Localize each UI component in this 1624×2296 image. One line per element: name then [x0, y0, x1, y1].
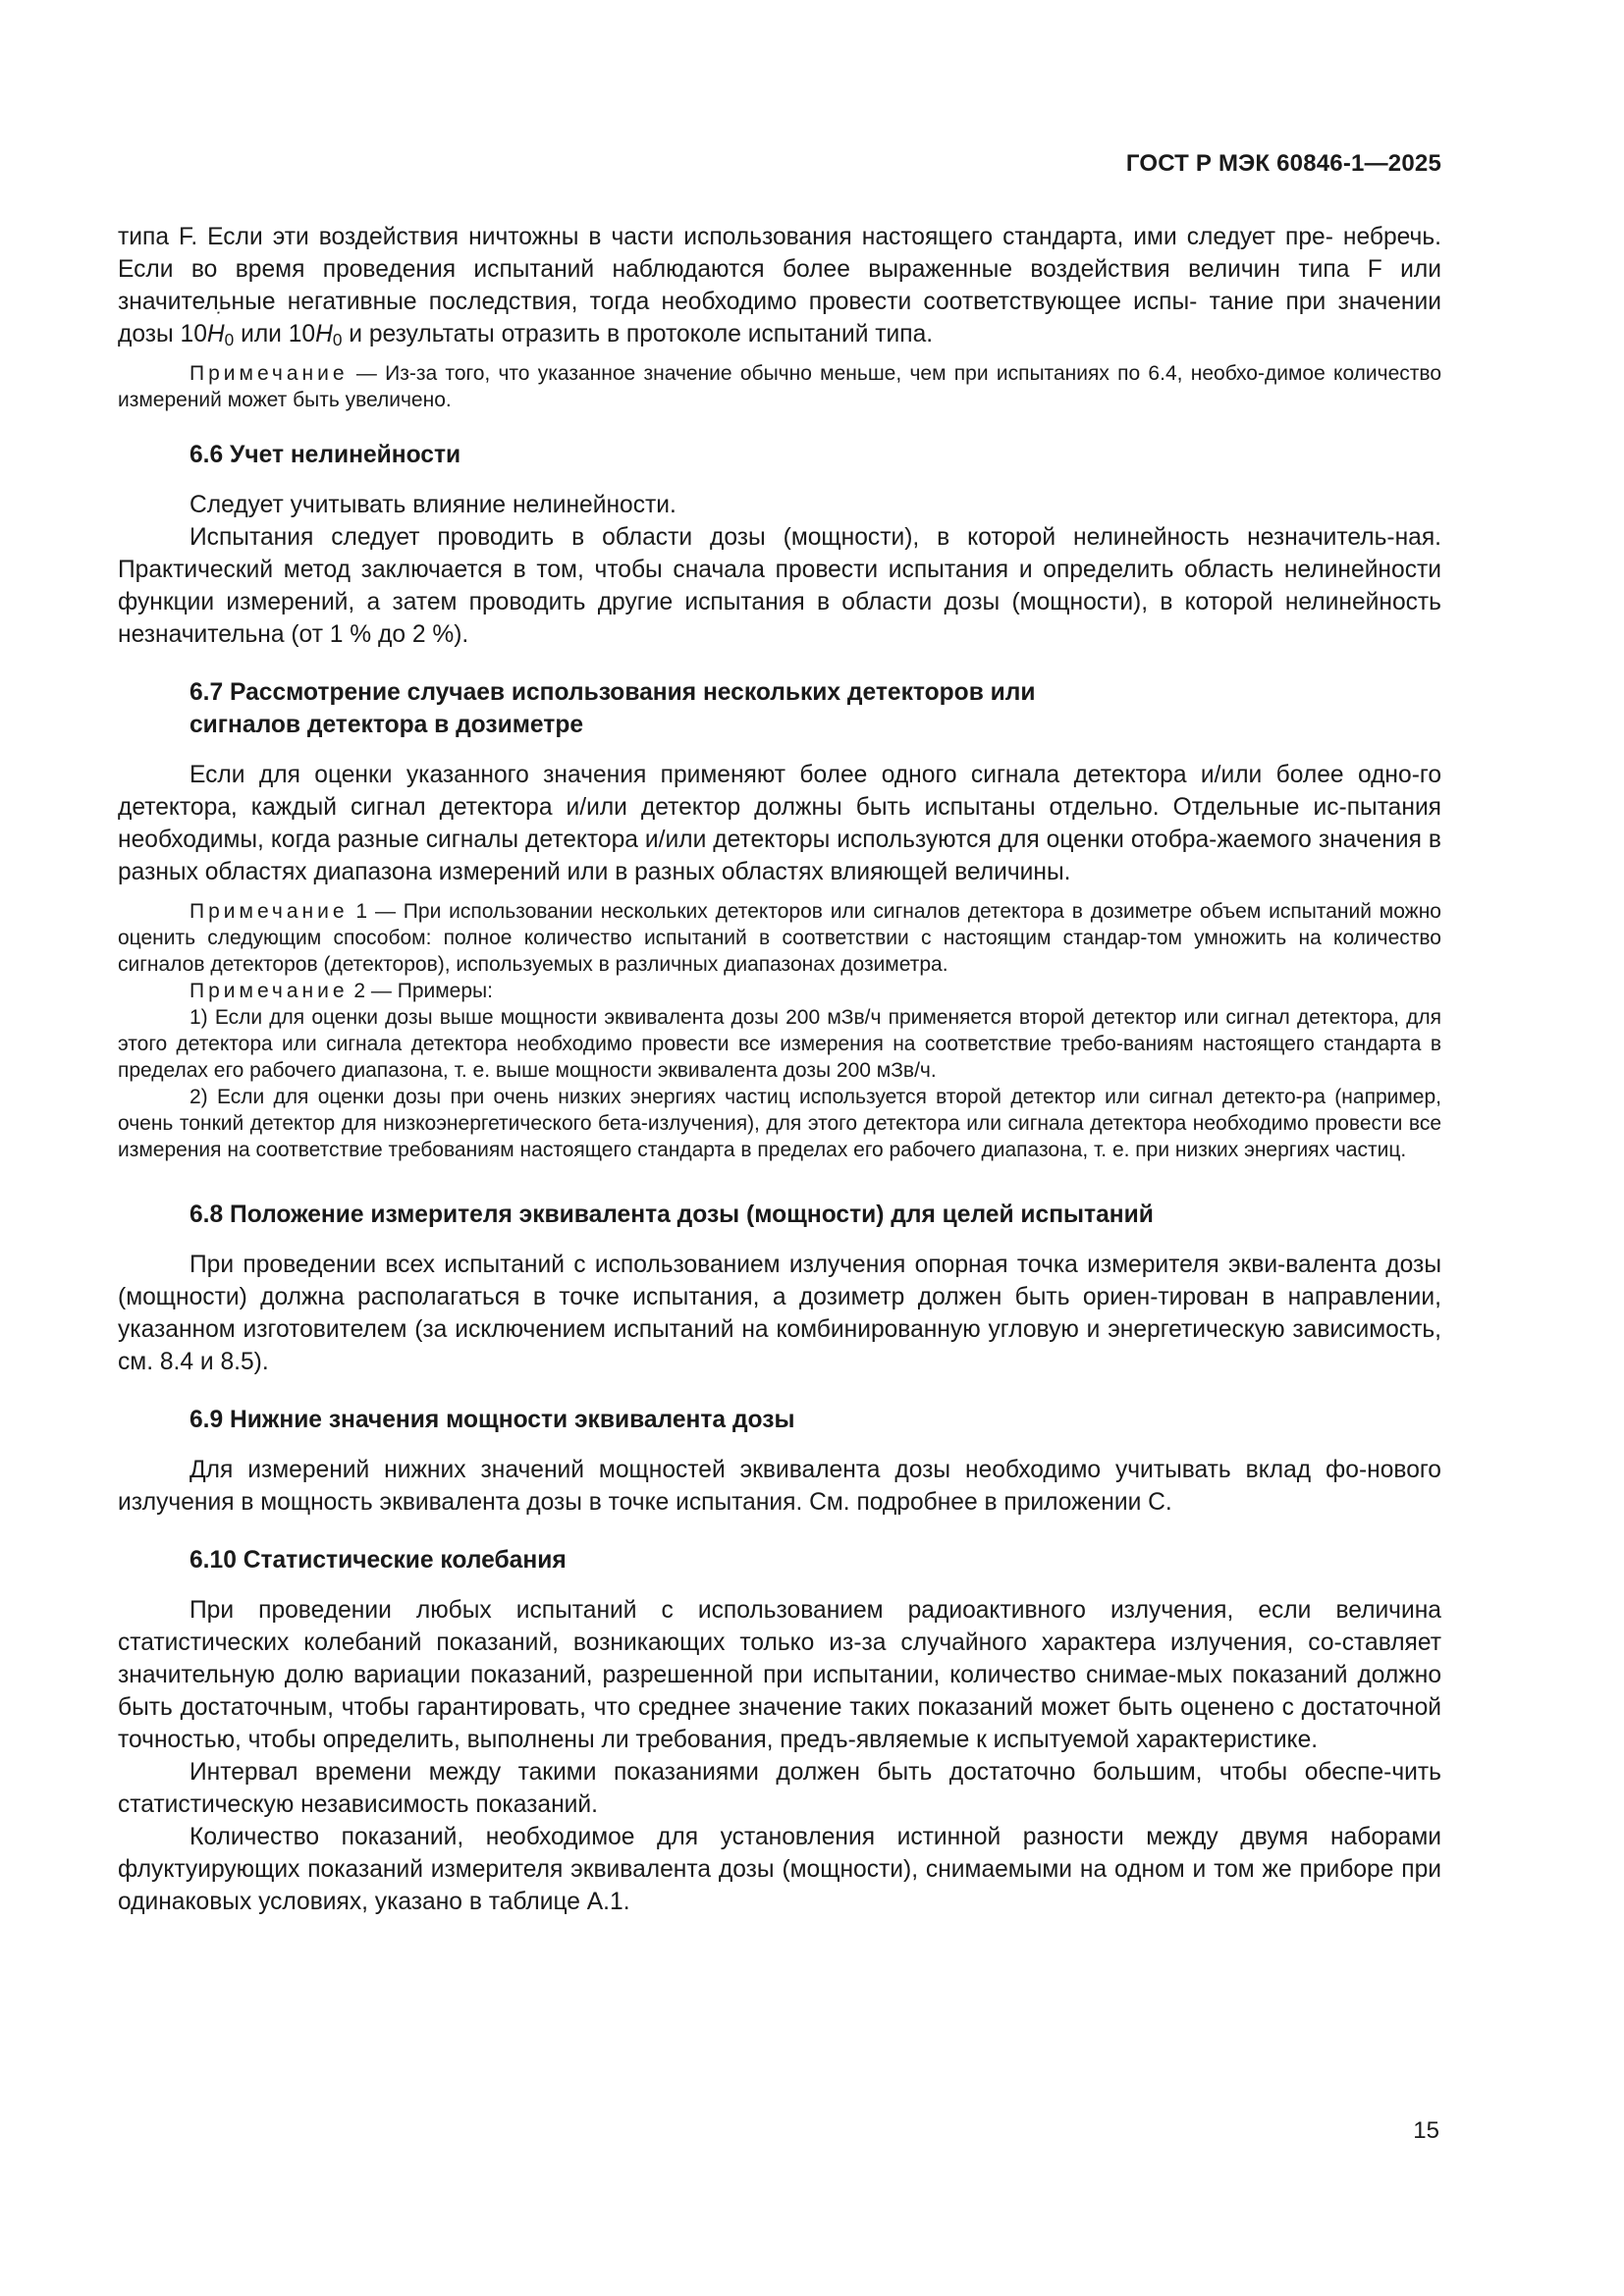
note-label: Примечание	[189, 980, 349, 1002]
section-6-6-p2: Испытания следует проводить в области дозы (мощности), в которой нелинейность незначитель-ная. Практический метод заключается в том, чтобы сначала провести испытания и определить область нелинейности функции измерений, а затем проводить другие испытания в области дозы (мощности), в которой нелинейность незначительна (от 1 % до 2 %).	[118, 524, 1441, 648]
note-text: 1 — При использовании нескольких детекторов или сигналов детектора в дозиметре объем испытаний можно оценить следующим способом: полное количество испытаний в соответствии с настоящим стандар-том умножить на количество сигналов детекторов (детекторов), используемых в различных диапазонах дозиметра.	[118, 900, 1441, 976]
note-label: Примечание	[189, 900, 349, 923]
dose-rate-subscript: 0	[224, 330, 235, 349]
section-6-7-example-1: 1) Если для оценки дозы выше мощности эквивалента дозы 200 мЗв/ч применяется второй детектор или сигнал детектора, для этого детектора или сигнала детектора необходимо провести все измерения на соответствие требо-ваниям настоящего стандарта в пределах его рабочего диапазона, т. е. выше мощности эквивалента дозы 200 мЗв/ч.	[118, 1006, 1441, 1082]
section-6-7-note-1	[118, 898, 1441, 978]
dose-subscript: 0	[332, 330, 343, 349]
intro-line-3: типа F или значительные негативные последствия, тогда необходимо провести соответствующее испы-	[118, 256, 1442, 315]
intro-line-4-end: и результаты отразить в протоколе испытаний типа.	[342, 321, 934, 347]
section-6-8-p1: При проведении всех испытаний с использованием излучения опорная точка измерителя экви-валента дозы (мощности) должна располагаться в точке испытания, а дозиметр должен быть ориен-тирован в направлении, указанном изготовителем (за исключением испытаний на комбинированную угловую и энергетическую зависимость, см. 8.4 и 8.5).	[118, 1252, 1441, 1375]
page-content	[118, 221, 1441, 1918]
note-6-5	[118, 360, 1441, 413]
page-number: 15	[1413, 2117, 1439, 2144]
intro-paragraph	[118, 221, 1441, 350]
section-6-10-title: 6.10 Статистические колебания	[189, 1547, 567, 1574]
note-label: Примечание	[189, 362, 349, 385]
section-6-10-p2: Интервал времени между такими показаниями должен быть достаточно большим, чтобы обеспе-чить статистическую независимость показаний.	[118, 1759, 1441, 1818]
section-6-10-p3: Количество показаний, необходимое для установления истинной разности между двумя наборами флуктуирующих показаний измерителя эквивалента дозы (мощности), снимаемыми на одном и том же приборе при одинаковых условиях, указано в таблице А.1.	[118, 1824, 1441, 1915]
section-6-8-title: 6.8 Положение измерителя эквивалента дозы (мощности) для целей испытаний	[189, 1201, 1154, 1228]
section-6-7-note-2	[118, 978, 1441, 1004]
section-6-7-example-2: 2) Если для оценки дозы при очень низких энергиях частиц используется второй детектор или сигнал детекто-ра (например, очень тонкий детектор для низкоэнергетического бета-излучения), для этого детектора или сигнала детектора необходимо провести все измерения на соответствие требованиям настоящего стандарта в пределах его рабочего диапазона, т. е. при низких энергиях частиц.	[118, 1086, 1441, 1161]
intro-line-2: небречь. Если во время проведения испытаний наблюдаются более выраженные воздействия величин	[118, 224, 1441, 283]
section-6-6-p1: Следует учитывать влияние нелинейности.	[189, 492, 677, 518]
section-6-7-title-line-2: сигналов детектора в дозиметре	[189, 712, 584, 738]
dose-symbol: H	[315, 321, 333, 347]
section-6-9-title: 6.9 Нижние значения мощности эквивалента дозы	[189, 1407, 795, 1433]
intro-or: или 10	[234, 321, 316, 347]
intro-line-1: типа F. Если эти воздействия ничтожны в части использования настоящего стандарта, ими следует пре-	[118, 224, 1333, 250]
section-6-10-p1: При проведении любых испытаний с использованием радиоактивного излучения, если величина статистических колебаний показаний, возникающих только из-за случайного характера излучения, со-ставляет значительную долю вариации показаний, разрешенной при испытании, количество снимае-мых показаний должно быть достаточным, чтобы гарантировать, что среднее значение таких показаний может быть оценено с достаточной точностью, чтобы определить, выполнены ли требования, предъ-являемые к испытуемой характеристике.	[118, 1597, 1441, 1753]
note-text: 2 — Примеры:	[348, 980, 493, 1002]
note-text: — Из-за того, что указанное значение обычно меньше, чем при испытаниях по 6.4, необхо-димое количество измерений может быть увеличено.	[118, 362, 1441, 411]
document-header: ГОСТ Р МЭК 60846-1—2025	[1125, 150, 1441, 177]
section-6-7-title-line-1: 6.7 Рассмотрение случаев использования нескольких детекторов или	[189, 679, 1036, 706]
intro-line-4-start: тание при значении дозы 10	[118, 289, 1441, 347]
section-6-9-p1: Для измерений нижних значений мощностей эквивалента дозы необходимо учитывать вклад фо-нового излучения в мощность эквивалента дозы в точке испытания. См. подробнее в приложении С.	[118, 1457, 1441, 1516]
section-6-6-title: 6.6 Учет нелинейности	[189, 442, 461, 468]
dose-rate-symbol: H ˙	[207, 318, 225, 350]
section-6-7-p1: Если для оценки указанного значения применяют более одного сигнала детектора и/или более одно-го детектора, каждый сигнал детектора и/или детектор должны быть испытаны отдельно. Отдельные ис-пытания необходимы, когда разные сигналы детектора и/или детекторы используются для оценки отобра-жаемого значения в разных областях диапазона измерений или в разных областях влияющей величины.	[118, 762, 1441, 885]
